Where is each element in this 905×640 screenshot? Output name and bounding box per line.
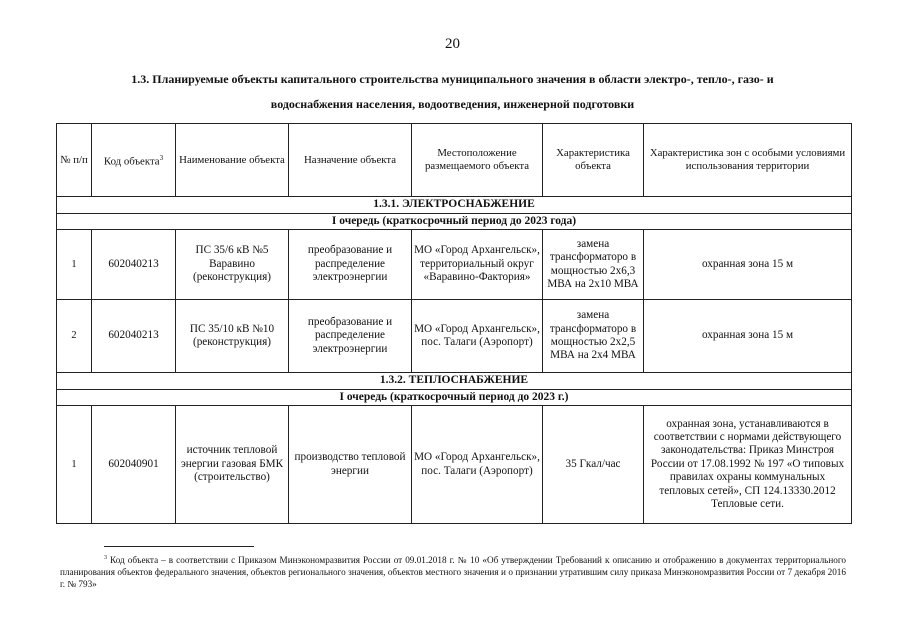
header-code-label: Код объекта <box>103 155 160 168</box>
footnote <box>60 552 846 590</box>
header-num: № п/п <box>57 124 92 197</box>
header-purpose: Назначение объекта <box>289 124 412 197</box>
cell-num: 1 <box>57 406 92 524</box>
cell-purpose: преобразование и распределение электроэнергии <box>289 230 412 300</box>
section-title-line-1: 1.3. Планируемые объекты капитального строительства муниципального значения в области электро-, тепло-, газо- и <box>131 72 774 86</box>
cell-num: 1 <box>57 230 92 300</box>
footnote-text: Код объекта – в соответствии с Приказом Минэкономразвития России от 09.01.2018 г. № 10 «Об утверждении Требований к описанию и отображению в документах территориального планирования объектов федерального значения, объектов регионального значения, объектов местного значения и о признании утратившим силу приказа Минэкономразвития России от 7 декабря 2016 г. № 793» <box>60 555 846 590</box>
page-number: 20 <box>445 36 460 52</box>
section-heading-row <box>57 197 852 214</box>
queue-heading: I очередь (краткосрочный период до 2023 года) <box>57 214 852 230</box>
cell-location: МО «Город Архангельск», пос. Талаги (Аэропорт) <box>412 300 543 373</box>
cell-purpose: преобразование и распределение электроэнергии <box>289 300 412 373</box>
cell-zones: охранная зона, устанавливаются в соответствии с нормами действующего законодательства: Приказ Минстроя России от 17.08.1992 № 197 «О типовых правилах охраны коммунальных тепловых сетей», СП 124.13330.2012 Тепловые сети. <box>644 406 852 524</box>
header-zones: Характеристика зон с особыми условиями использования территории <box>644 124 852 197</box>
cell-characteristic: замена трансформаторо в мощностью 2х2,5 МВА на 2х4 МВА <box>543 300 644 373</box>
header-characteristic: Характеристика объекта <box>543 124 644 197</box>
planned-objects-table <box>56 123 852 524</box>
queue-heading-row <box>57 390 852 406</box>
header-location: Местоположение размещаемого объекта <box>412 124 543 197</box>
section-heading: 1.3.2. ТЕПЛОСНАБЖЕНИЕ <box>57 373 852 390</box>
table-row <box>57 300 852 373</box>
cell-num: 2 <box>57 300 92 373</box>
cell-name: ПС 35/10 кВ №10 (реконструкция) <box>176 300 289 373</box>
cell-zones: охранная зона 15 м <box>644 300 852 373</box>
table-row <box>57 230 852 300</box>
header-code <box>92 124 176 197</box>
cell-purpose: производство тепловой энергии <box>289 406 412 524</box>
footnote-divider <box>104 546 254 547</box>
cell-characteristic: 35 Гкал/час <box>543 406 644 524</box>
cell-name: ПС 35/6 кВ №5 Варавино (реконструкция) <box>176 230 289 300</box>
table-row <box>57 406 852 524</box>
footnote-marker: 3 <box>104 555 107 561</box>
queue-heading: I очередь (краткосрочный период до 2023 г.) <box>57 390 852 406</box>
cell-zones: охранная зона 15 м <box>644 230 852 300</box>
section-title-line-2: водоснабжения населения, водоотведения, инженерной подготовки <box>270 97 635 111</box>
table-header-row <box>57 124 852 197</box>
header-name: Наименование объекта <box>176 124 289 197</box>
cell-name: источник тепловой энергии газовая БМК (строительство) <box>176 406 289 524</box>
queue-heading-row <box>57 214 852 230</box>
cell-location: МО «Город Архангельск», территориальный округ «Варавино-Фактория» <box>412 230 543 300</box>
section-heading: 1.3.1. ЭЛЕКТРОСНАБЖЕНИЕ <box>57 197 852 214</box>
section-heading-row <box>57 373 852 390</box>
cell-code: 602040213 <box>92 230 176 300</box>
cell-code: 602040901 <box>92 406 176 524</box>
cell-code: 602040213 <box>92 300 176 373</box>
cell-characteristic: замена трансформаторо в мощностью 2х6,3 МВА на 2х10 МВА <box>543 230 644 300</box>
cell-location: МО «Город Архангельск», пос. Талаги (Аэропорт) <box>412 406 543 524</box>
footnote-ref: 3 <box>159 153 164 162</box>
